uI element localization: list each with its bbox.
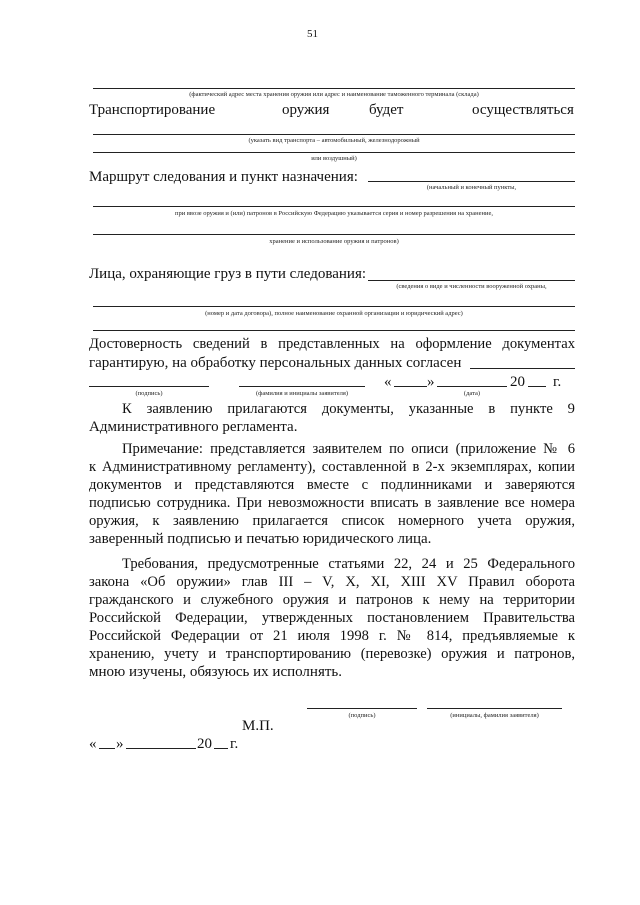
route-line-3[interactable] (93, 234, 575, 235)
attach-line-2: Административного регламента. (89, 419, 298, 435)
transport-type-line[interactable] (93, 134, 575, 135)
consent-line[interactable] (470, 368, 575, 369)
requirements-line-7: мною изучены, обязуюсь их исполнять. (89, 664, 342, 680)
transport-air-caption: или воздушный) (311, 155, 357, 162)
requirements-line-6: хранению, учету и транспортированию (перевозке) оружия и патронов, (89, 646, 575, 662)
bottom-initials-caption: (инициалы, фамилия заявителя) (450, 712, 539, 719)
reliability-line-2: гарантирую, на обработку персональных данных согласен (89, 355, 462, 371)
attach-line-1 (122, 400, 575, 418)
note-line-4: подписью сотрудника. При невозможности вписать в заявление все номера (89, 495, 575, 511)
route-caption: (начальный и конечный пункты, (426, 184, 517, 191)
transport-word-3: будет (369, 102, 404, 118)
stamp-label: М.П. (242, 718, 274, 734)
note-line-1: Примечание: представляется заявителем по описи (приложение № 6 (122, 441, 575, 457)
requirements-line-3: гражданского и служебного оружия и патронов к нему на территории (89, 592, 575, 608)
date-year-line[interactable] (528, 386, 546, 387)
attach-word: К (122, 401, 132, 417)
date-caption: (дата) (463, 390, 481, 397)
attach-word: заявлению (146, 401, 213, 417)
date-close-quote: » (427, 374, 435, 390)
date-month-line[interactable] (437, 386, 507, 387)
route-line-2[interactable] (93, 206, 575, 207)
bottom-date-close-quote: » (116, 736, 124, 752)
fio-caption: (фамилия и инициалы заявителя) (256, 390, 348, 397)
bottom-initials-line[interactable] (427, 708, 562, 709)
bottom-date-year-line[interactable] (214, 748, 228, 749)
bottom-date-day-line[interactable] (99, 748, 115, 749)
bottom-signature-caption: (подпись) (348, 712, 376, 719)
contract-caption: (номер и дата договора), полное наименование охранной организации и юридический адрес) (205, 310, 463, 317)
bottom-date-month-line[interactable] (126, 748, 196, 749)
signature-caption: (подпись) (135, 390, 163, 397)
guards-label: Лица, охраняющие груз в пути следования: (89, 266, 367, 282)
transport-word-1: Транспортирование (89, 102, 216, 118)
requirements-line-5: Российской Федерации от 21 июля 1998 г. № 814, предъявляемые к (89, 628, 575, 644)
bottom-date-year-suffix: г. (230, 736, 239, 752)
note-line-2: к Административному регламенту), составленной в 2-х экземплярах, копии (89, 459, 575, 475)
storage-use-caption: хранение и использование оружия и патронов) (269, 238, 399, 245)
requirements-line-2: закона «Об оружии» глав III – V, X, XI, XIII XV Правил оборота (89, 574, 575, 590)
guards-line-3[interactable] (93, 330, 575, 331)
guards-line[interactable] (368, 280, 575, 281)
requirements-line-1: Требования, предусмотренные статьями 22, 24 и 25 Федерального (122, 556, 575, 572)
page-number: 51 (307, 28, 318, 40)
fio-line[interactable] (239, 386, 365, 387)
attach-word: документы, (321, 401, 394, 417)
bottom-signature-line[interactable] (307, 708, 417, 709)
import-caption: при ввозе оружия и (или) патронов в Российскую Федерацию указывается серия и номер разрешения на хранение, (175, 210, 493, 217)
storage-address-caption: (фактический адрес места хранения оружия или адрес и наименование таможенного терминала (склада) (189, 91, 479, 98)
attach-word: прилагаются (227, 401, 307, 417)
guards-caption: (сведения о виде и численности вооруженной охраны, (396, 283, 547, 290)
transport-type-line-2[interactable] (93, 152, 575, 153)
guards-line-2[interactable] (93, 306, 575, 307)
bottom-date-year-prefix: 20 (197, 736, 212, 752)
route-label: Маршрут следования и пункт назначения: (89, 169, 358, 185)
bottom-date-open-quote: « (89, 736, 97, 752)
date-year-prefix: 20 (510, 374, 525, 390)
storage-address-line[interactable] (93, 88, 575, 89)
signature-line[interactable] (89, 386, 209, 387)
date-day-line[interactable] (394, 386, 427, 387)
transport-word-2: оружия (282, 102, 330, 118)
date-year-suffix: г. (553, 374, 562, 390)
route-line[interactable] (368, 181, 575, 182)
attach-word: 9 (567, 401, 575, 417)
note-line-6: заверенный подписью и печатью юридического лица. (89, 531, 432, 547)
note-line-3: документов и представляются вместе с подлинниками и заверяются (89, 477, 575, 493)
note-line-5: оружия, к заявлению прилагается список номерного учета оружия, (89, 513, 575, 529)
transport-word-4: осуществляться (472, 102, 574, 118)
date-open-quote: « (384, 374, 392, 390)
transport-type-caption: (указать вид транспорта – автомобильный, железнодорожный (248, 137, 420, 144)
attach-word: в (488, 401, 496, 417)
requirements-line-4: Российской Федерации, утвержденных постановлением Правительства (89, 610, 575, 626)
reliability-line-1: Достоверность сведений в представленных на оформление документах (89, 336, 575, 352)
attach-word: указанные (408, 401, 474, 417)
attach-word: пункте (510, 401, 553, 417)
